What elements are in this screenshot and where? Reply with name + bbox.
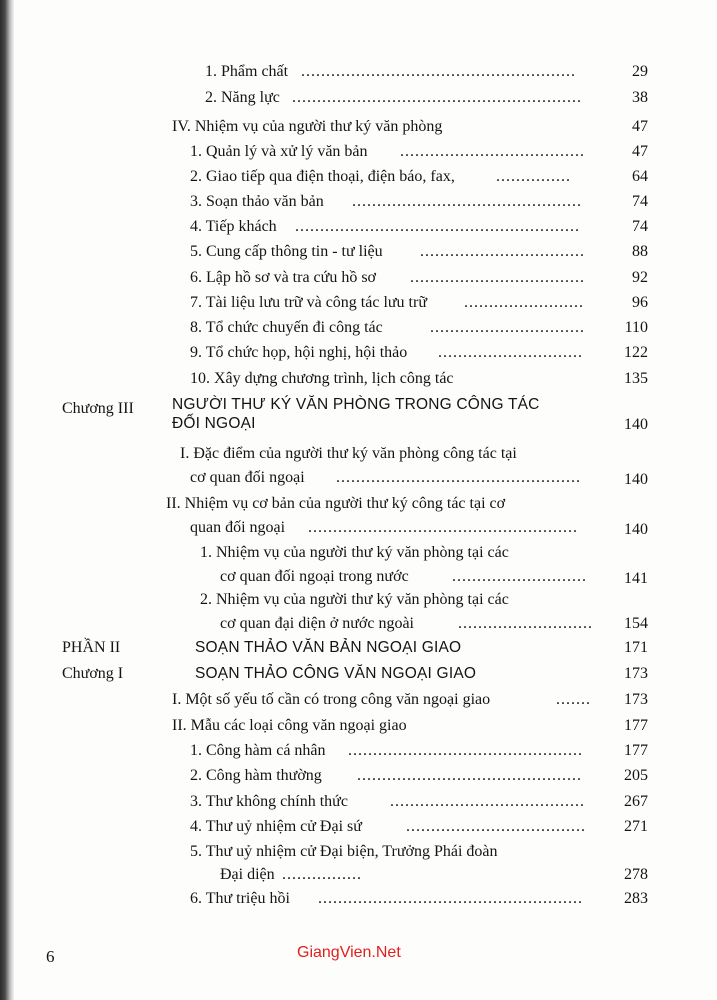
toc-entry-title: 5. Cung cấp thông tin - tư liệu (190, 243, 383, 260)
toc-entry-page: 38 (632, 89, 648, 106)
toc-leader-dots: ..................................... (400, 143, 585, 160)
toc-entry-page: 47 (632, 143, 648, 160)
toc-entry (0, 541, 717, 591)
toc-entry-title: 1. Quản lý và xử lý văn bản (190, 143, 368, 160)
toc-entry-title-line1: 1. Nhiệm vụ của người thư ký văn phòng tại các (200, 544, 509, 561)
toc-entry-page: 47 (632, 118, 648, 135)
toc-entry-page: 205 (624, 767, 648, 784)
toc-leader-dots: ................................... (410, 269, 585, 286)
toc-entry (0, 492, 717, 542)
chapter-label: Chương I (62, 665, 124, 682)
toc-leader-dots: ....................................................... (301, 63, 576, 80)
toc-entry-page: 122 (624, 344, 648, 361)
chapter-title-line2: ĐỐI NGOẠI (172, 415, 256, 432)
toc-entry-page: 29 (632, 63, 648, 80)
toc-entry-title-line2: cơ quan đại diện ở nước ngoài (220, 615, 414, 632)
toc-entry-page: 177 (624, 742, 648, 759)
watermark-footer[interactable]: GiangVien.Net (297, 944, 401, 961)
toc-entry-title: I. Một số yếu tố cần có trong công văn ngoại giao (172, 691, 491, 708)
toc-entry-page: 64 (632, 168, 648, 185)
toc-entry-page: 135 (624, 370, 648, 387)
toc-entry-title: IV. Nhiệm vụ của người thư ký văn phòng (172, 118, 443, 135)
toc-entry-title-line2: quan đối ngoại (190, 519, 286, 536)
toc-leader-dots: ........................... (458, 615, 593, 632)
toc-entry-title: 8. Tổ chức chuyến đi công tác (190, 319, 383, 336)
toc-entry-page: 154 (624, 615, 648, 632)
page-number: 6 (46, 947, 55, 966)
toc-entry-page: 140 (624, 471, 648, 488)
toc-entry-page: 171 (624, 639, 648, 656)
toc-entry-page: 74 (632, 193, 648, 210)
toc-entry-page: 96 (632, 294, 648, 311)
toc-entry-title-line1: II. Nhiệm vụ cơ bản của người thư ký công tác tại cơ (166, 495, 506, 512)
toc-leader-dots: ....................................... (390, 793, 585, 810)
toc-entry (0, 442, 717, 492)
toc-entry-page: 74 (632, 218, 648, 235)
toc-entry-page: 177 (624, 717, 648, 734)
toc-entry-title: 3. Soạn thảo văn bản (190, 193, 324, 210)
toc-leader-dots: ............................................... (348, 742, 583, 759)
toc-leader-dots: ................................. (420, 243, 585, 260)
toc-entry-page: 92 (632, 269, 648, 286)
toc-entry-title: II. Mẫu các loại công văn ngoại giao (172, 717, 407, 734)
toc-chapter-entry (0, 393, 717, 443)
toc-leader-dots: .......................................................... (292, 89, 582, 106)
chapter-label: Chương III (62, 400, 134, 417)
chapter-title-line1: NGƯỜI THƯ KÝ VĂN PHÒNG TRONG CÔNG TÁC (172, 396, 540, 413)
toc-leader-dots: ........................ (464, 294, 584, 311)
toc-entry-page: 110 (624, 319, 648, 336)
toc-entry-title: 6. Thư triệu hồi (190, 890, 290, 907)
toc-leader-dots: ................ (282, 866, 362, 883)
toc-entry-page: 278 (624, 866, 648, 883)
toc-entry-title: 10. Xây dựng chương trình, lịch công tác (190, 370, 454, 387)
toc-entry-title: 4. Thư uỷ nhiệm cử Đại sứ (190, 818, 362, 835)
toc-entry-page: 267 (624, 793, 648, 810)
toc-entry-page: 173 (624, 665, 648, 682)
toc-leader-dots: ........................... (452, 568, 587, 585)
toc-leader-dots: ....... (556, 691, 591, 708)
part-title: SOẠN THẢO VĂN BẢN NGOẠI GIAO (195, 639, 462, 656)
toc-entry-title: 3. Thư không chính thức (190, 793, 348, 810)
toc-entry-title-line1: I. Đặc điểm của người thư ký văn phòng công tác tại (180, 445, 517, 462)
toc-leader-dots: ...................................................... (308, 519, 578, 536)
toc-entry-title: 2. Công hàm thường (190, 767, 322, 784)
toc-entry-title: 4. Tiếp khách (190, 218, 277, 235)
toc-entry-title-line1: 5. Thư uỷ nhiệm cử Đại biện, Trưởng Phái đoàn (190, 843, 498, 860)
toc-entry-title-line2: Đại diện (220, 866, 275, 883)
toc-entry-title-line2: cơ quan đối ngoại trong nước (220, 568, 409, 585)
toc-entry-title: 2. Giao tiếp qua điện thoại, điện báo, fax, (190, 168, 455, 185)
toc-entry-page: 283 (624, 890, 648, 907)
toc-leader-dots: ............... (496, 168, 571, 185)
toc-entry-title: 1. Phẩm chất (205, 63, 289, 80)
toc-leader-dots: .................................... (406, 818, 586, 835)
toc-entry-title: 1. Công hàm cá nhân (190, 742, 326, 759)
toc-entry-title: 9. Tổ chức họp, hội nghị, hội thảo (190, 344, 408, 361)
toc-leader-dots: ............................... (430, 319, 585, 336)
toc-entry-page: 88 (632, 243, 648, 260)
toc-entry (0, 840, 717, 890)
toc-entry (0, 588, 717, 638)
toc-leader-dots: ............................................. (357, 767, 582, 784)
toc-entry-title: 6. Lập hồ sơ và tra cứu hồ sơ (190, 269, 376, 286)
toc-leader-dots: ............................. (438, 344, 583, 361)
toc-entry-page: 271 (624, 818, 648, 835)
toc-entry-page: 140 (624, 521, 648, 538)
toc-leader-dots: ................................................. (336, 469, 581, 486)
toc-entry-title: 2. Năng lực (205, 89, 280, 106)
toc-entry-title-line1: 2. Nhiệm vụ của người thư ký văn phòng tại các (200, 591, 509, 608)
toc-leader-dots: ..................................................... (318, 890, 583, 907)
toc-entry-title-line2: cơ quan đối ngoại (190, 469, 305, 486)
toc-entry-page: 173 (624, 691, 648, 708)
toc-entry-page: 141 (624, 570, 648, 587)
toc-entry-page: 140 (624, 416, 648, 433)
toc-leader-dots: ......................................................... (295, 218, 580, 235)
toc-entry-title: 7. Tài liệu lưu trữ và công tác lưu trữ (190, 294, 427, 311)
part-label: PHẦN II (62, 639, 121, 656)
chapter-title: SOẠN THẢO CÔNG VĂN NGOẠI GIAO (195, 665, 477, 682)
toc-leader-dots: .............................................. (352, 193, 582, 210)
